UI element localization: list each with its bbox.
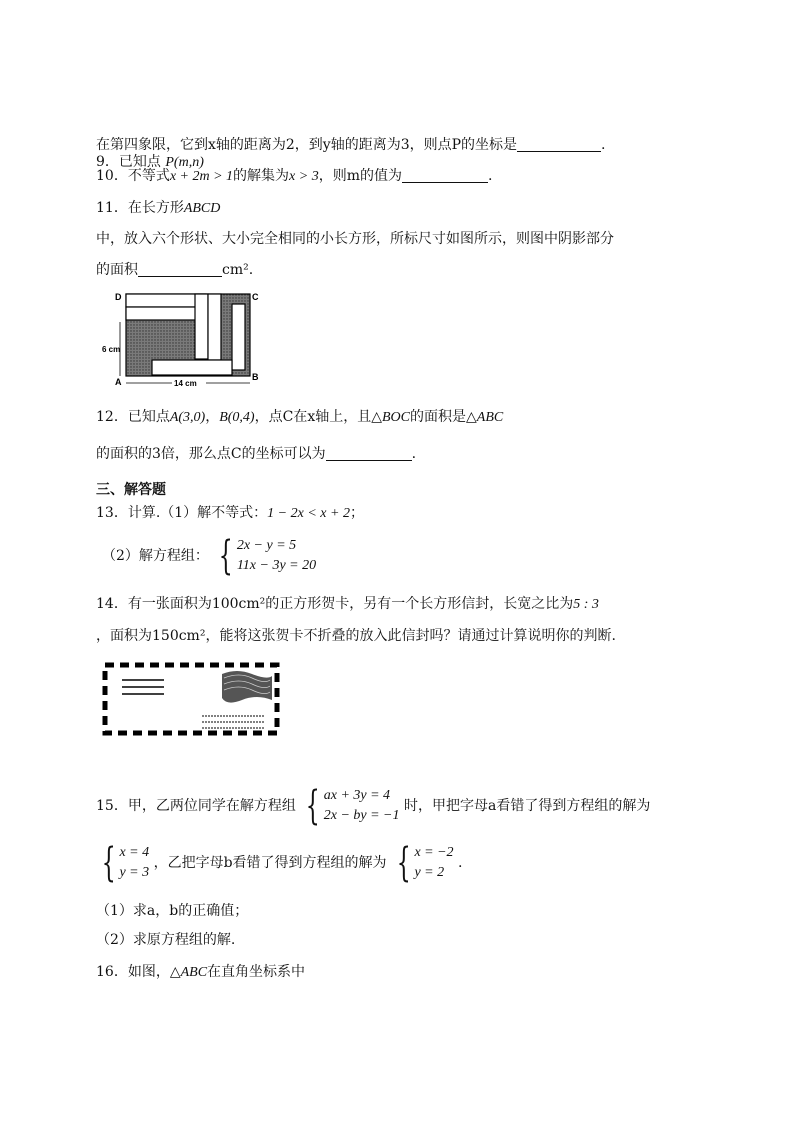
small-rect-2 (126, 307, 206, 320)
q15-sol1: { x = 4 y = 3 (101, 840, 150, 886)
fig-label-b: B (252, 372, 259, 382)
q15-system: { ax + 3y = 4 2x − by = −1 (306, 783, 400, 829)
fig-label-a: A (115, 377, 122, 387)
small-rect-3 (195, 294, 208, 359)
q11-line2: 中，放入六个形状、大小完全相同的小长方形，所标尺寸如图所示，则图中阴影部分 (96, 231, 614, 247)
small-rect-4 (208, 294, 221, 360)
q11-answer-blank[interactable] (138, 260, 222, 277)
q15-line1: 15．甲，乙两位同学在解方程组 { ax + 3y = 4 2x − by = −1 时，甲把字母a看错了得到方程组的解为 (96, 783, 651, 829)
q9-answer-blank[interactable] (517, 135, 601, 152)
q9-line1: 9．已知点 P(m,n) (96, 154, 204, 170)
small-rect-6 (152, 360, 232, 375)
envelope-figure (102, 662, 280, 736)
width-label: 14 cm (174, 379, 197, 388)
q14-line2: ，面积为150cm²，能将这张贺卡不折叠的放入此信封吗？请通过计算说明你的判断. (96, 628, 616, 644)
fig-label-c: C (252, 292, 259, 302)
q11-figure (102, 288, 264, 388)
small-rect-5 (232, 304, 245, 370)
q11-line3: 的面积 cm². (96, 262, 254, 278)
q15-part1: （1）求a，b的正确值； (96, 903, 249, 919)
q13-line2: （2）解方程组： { 2x − y = 5 11x − 3y = 20 (102, 533, 317, 579)
q12-line1: 12．已知点A(3,0)，B(0,4)，点C在x轴上，且△BOC的面积是△ABC (96, 409, 504, 425)
q16-line: 16．如图，△ABC在直角坐标系中 (96, 964, 306, 980)
small-rect-1 (126, 294, 206, 307)
q9-point: P(m,n) (165, 155, 204, 170)
q15-line2: { x = 4 y = 3 ，乙把字母b看错了得到方程组的解为 { x = −2 y = 2 . (96, 843, 462, 883)
q14-line1: 14．有一张面积为100cm²的正方形贺卡，另有一个长方形信封，长宽之比为5 : 3 (96, 596, 599, 612)
q11-line1: 11．在长方形ABCD (96, 200, 221, 216)
q15-part2: （2）求原方程组的解. (96, 932, 236, 948)
height-label: 6 cm (102, 345, 121, 354)
q13-system: { 2x − y = 5 11x − 3y = 20 (219, 533, 317, 579)
q13-line1: 13．计算.（1）解不等式：1 − 2x < x + 2； (96, 505, 364, 521)
fig-label-d: D (115, 292, 122, 302)
q10-line: 10．不等式x + 2m > 1的解集为x > 3，则m的值为 . (96, 168, 493, 184)
q9-line2: 在第四象限，它到x轴的距离为2，到y轴的距离为3，则点P的坐标是 . (96, 137, 606, 153)
q15-sol2: { x = −2 y = 2 (396, 840, 454, 886)
section-title: 三、解答题 (96, 482, 166, 498)
q12-line2: 的面积的3倍，那么点C的坐标可以为 . (96, 446, 417, 462)
q10-answer-blank[interactable] (402, 166, 488, 183)
q12-answer-blank[interactable] (326, 444, 412, 461)
